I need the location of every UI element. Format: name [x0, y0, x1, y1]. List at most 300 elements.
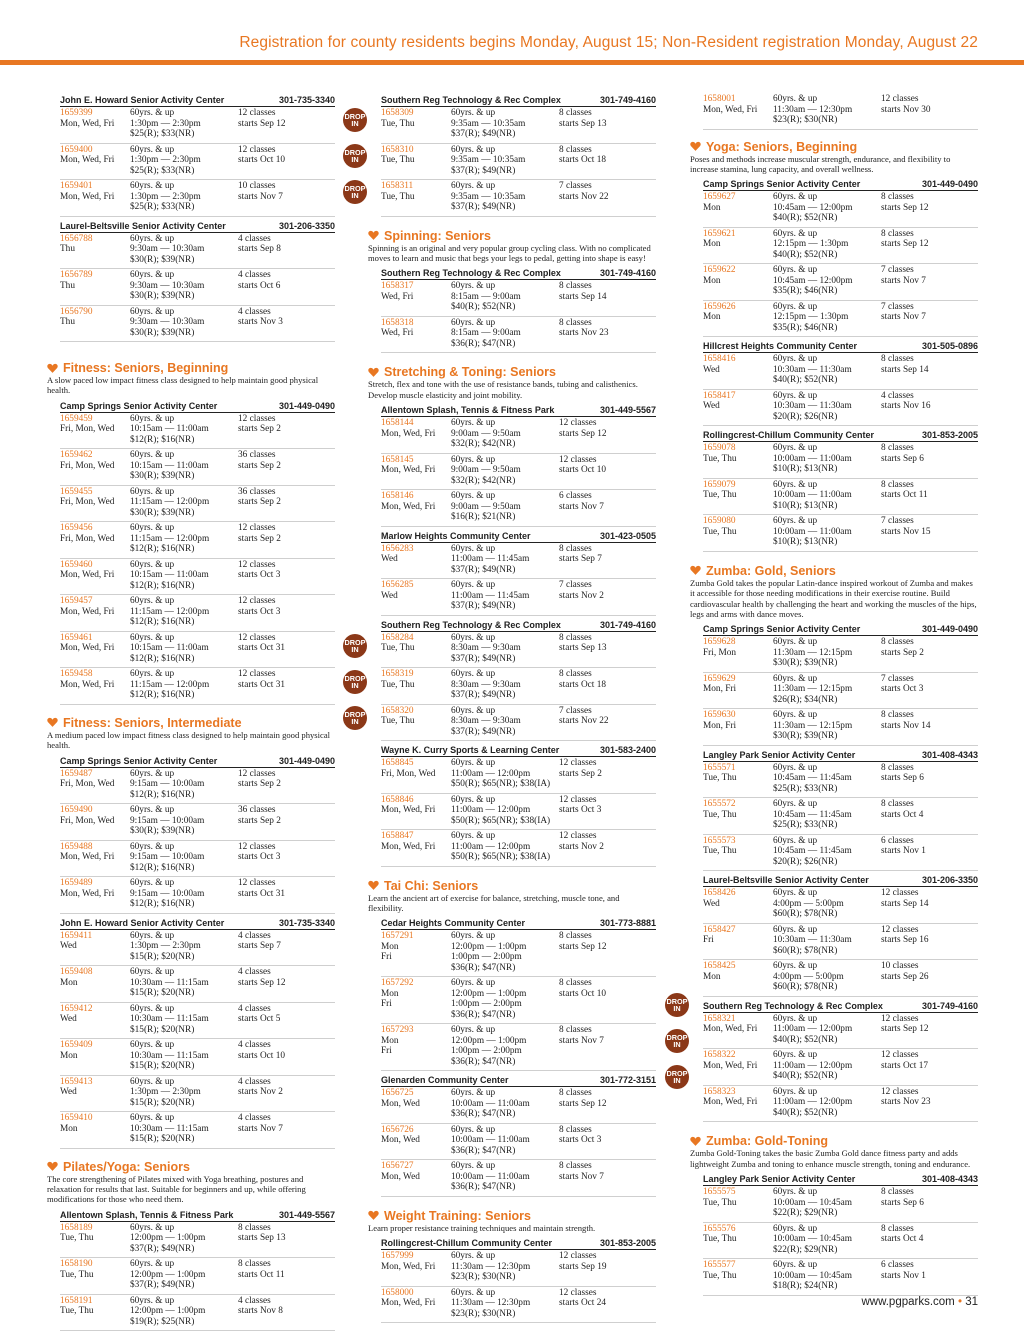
- age-range: 60yrs. & up: [451, 580, 496, 591]
- meeting-days: Tue, Thu: [703, 490, 737, 501]
- start-date: starts Sep 13: [559, 118, 607, 129]
- start-date: starts Oct 3: [881, 684, 924, 695]
- class-count: 6 classes: [881, 1260, 914, 1271]
- activity-code: 1659488: [60, 841, 93, 852]
- section-heading: [368, 1208, 656, 1233]
- meeting-days: Tue, Thu: [703, 846, 737, 857]
- class-count: 8 classes: [559, 978, 592, 989]
- class-time: 8:15am — 9:00am: [451, 328, 521, 339]
- activity-code: 1658000: [381, 1287, 414, 1298]
- section-heading: [47, 1159, 335, 1205]
- venue-phone: 301-749-4160: [599, 619, 656, 630]
- meeting-days: Fri, Mon, Wed: [60, 815, 115, 826]
- class-block: [381, 743, 656, 867]
- section-title-text: Fitness: Seniors, Beginning: [63, 361, 229, 375]
- class-count: 4 classes: [238, 270, 271, 280]
- class-time: 11:30am — 12:30pm: [451, 1298, 531, 1309]
- class-count: 12 classes: [559, 418, 597, 429]
- drop-in-badge: [665, 1029, 689, 1053]
- class-count: 8 classes: [881, 228, 914, 239]
- class-entry: [703, 442, 978, 479]
- class-time: 1:30pm — 2:30pm: [130, 1087, 201, 1098]
- class-fee: $22(R); $29(NR): [773, 1208, 838, 1219]
- start-date: starts Nov 2: [238, 1087, 283, 1098]
- activity-code: 1659487: [60, 768, 93, 779]
- venue-header: [703, 1172, 978, 1186]
- section-title-text: Zumba: Gold-Toning: [706, 1134, 828, 1149]
- meeting-days: Fri, Mon, Wed: [60, 497, 115, 508]
- class-count: 7 classes: [881, 516, 914, 527]
- activity-code: 1658189: [60, 1222, 93, 1233]
- start-date: starts Sep 2: [238, 497, 281, 508]
- class-time: 1:30pm — 2:30pm: [130, 118, 201, 129]
- class-time: 9:15am — 10:00am: [130, 888, 205, 899]
- class-time: 9:30am — 10:30am: [130, 280, 205, 291]
- website-url: www.pgparks.com: [861, 1296, 955, 1308]
- class-fee: $36(R); $47(NR): [451, 1109, 516, 1120]
- activity-code: 1659079: [703, 479, 736, 490]
- class-fee: $25(R); $33(NR): [773, 820, 838, 831]
- section-heading: [368, 878, 656, 914]
- class-entry: [60, 1295, 335, 1332]
- class-entry: [703, 353, 978, 390]
- age-range: 60yrs. & up: [773, 835, 818, 846]
- class-block: [381, 916, 656, 1071]
- class-entry: [703, 1013, 978, 1050]
- class-entry: [703, 887, 978, 924]
- class-block: [703, 622, 978, 746]
- activity-code: 1659626: [703, 301, 736, 312]
- class-time: 10:30am — 11:15am: [130, 1014, 209, 1025]
- activity-code: 1658417: [703, 390, 736, 401]
- venue-name: Wayne K. Curry Sports & Learning Center: [381, 745, 560, 756]
- class-fee: $23(R); $30(NR): [451, 1308, 516, 1319]
- page-header: [0, 0, 1024, 66]
- section-title: [368, 365, 656, 379]
- class-entry: [381, 794, 656, 831]
- start-date: starts Oct 10: [559, 988, 606, 999]
- activity-code: 1659489: [60, 878, 93, 889]
- drop-in-badge: [343, 634, 367, 658]
- meeting-days: Tue, Thu: [703, 809, 737, 820]
- age-range: 60yrs. & up: [451, 418, 496, 429]
- meeting-days: Mon, Wed, Fri: [381, 465, 436, 476]
- drop-in-line1: DROP: [344, 709, 366, 719]
- activity-code: 1659462: [60, 450, 93, 461]
- meeting-days: Mon, Wed, Fri: [703, 1060, 758, 1071]
- start-date: starts Nov 22: [559, 716, 609, 727]
- class-time: 12:00pm — 1:00pm: [130, 1269, 206, 1280]
- drop-in-line2: IN: [673, 1004, 681, 1013]
- activity-code: 1659622: [703, 265, 736, 276]
- activity-code: 1658319: [381, 669, 414, 680]
- drop-in-line2: IN: [351, 191, 359, 200]
- start-date: starts Oct 3: [559, 1135, 602, 1146]
- age-range: 60yrs. & up: [773, 710, 818, 721]
- class-count: 6 classes: [559, 491, 592, 502]
- start-date: starts Oct 24: [559, 1298, 606, 1309]
- meeting-days: Tue, Thu: [60, 1269, 94, 1280]
- class-time: 11:00am — 12:00pm: [773, 1060, 853, 1071]
- venue-phone: 301-449-0490: [278, 755, 335, 766]
- drop-in-line1: DROP: [344, 147, 366, 157]
- class-time: 10:00am — 11:00am: [451, 1135, 530, 1146]
- class-fee: $15(R); $20(NR): [130, 1024, 195, 1035]
- class-entry: [381, 668, 656, 705]
- class-block: [60, 93, 335, 217]
- activity-code: 1657999: [381, 1251, 414, 1262]
- meeting-days: Mon, Wed, Fri: [381, 841, 436, 852]
- class-fee: $18(R); $24(NR): [773, 1281, 838, 1292]
- meeting-days: Mon: [703, 312, 721, 323]
- age-range: 60yrs. & up: [130, 1259, 175, 1270]
- venue-phone: 301-749-4160: [921, 1000, 978, 1011]
- class-entry: [60, 668, 335, 705]
- age-range: 60yrs. & up: [773, 1187, 818, 1198]
- class-time: 11:30am — 12:15pm: [773, 647, 853, 658]
- activity-code: 1658145: [381, 454, 414, 465]
- start-date: starts Nov 1: [881, 1270, 926, 1281]
- class-time: 8:15am — 9:00am: [451, 291, 521, 302]
- class-block: [381, 618, 656, 742]
- activity-code: 1659456: [60, 523, 93, 534]
- drop-in-badge: [665, 1065, 689, 1089]
- section-title: [368, 879, 656, 893]
- start-date: starts Sep 12: [881, 1024, 929, 1035]
- start-date: starts Sep 13: [559, 643, 607, 654]
- class-entry: [381, 454, 656, 491]
- age-range: 60yrs. & up: [773, 762, 818, 773]
- class-fee: $37(R); $49(NR): [130, 1280, 195, 1291]
- section-title-text: Spinning: Seniors: [384, 228, 491, 243]
- section-description: Zumba Gold takes the popular Latin-dance inspired workout of Zumba and makes it accessible for those needing modifications in their exercise routine. Build cardiovascular health by challenging the heart and working the muscles of the hips, legs and arms with dance moves.: [690, 577, 977, 620]
- activity-code: 1656726: [381, 1124, 414, 1135]
- venue-header: [381, 93, 656, 107]
- age-range: 60yrs. & up: [451, 491, 496, 502]
- activity-code: 1655573: [703, 835, 736, 846]
- class-block: [703, 873, 978, 997]
- class-entry: [703, 636, 978, 673]
- class-entry: [60, 804, 335, 841]
- drop-in-line2: IN: [673, 1040, 681, 1049]
- class-time: 11:00am — 12:00pm: [451, 805, 531, 816]
- class-count: 12 classes: [238, 559, 276, 570]
- meeting-days: Tue, Thu: [60, 1306, 94, 1317]
- activity-code: 1659408: [60, 967, 93, 978]
- class-time: 10:00am — 10:45am: [773, 1234, 853, 1245]
- meeting-days: Wed, Fri: [381, 328, 414, 339]
- activity-code: 1656790: [60, 306, 93, 317]
- class-block: [60, 219, 335, 343]
- class-entry: [60, 966, 335, 1003]
- meeting-days-2: Fri: [381, 952, 392, 963]
- class-entry: [381, 317, 656, 354]
- venue-phone: 301-749-4160: [599, 95, 656, 105]
- meeting-days: Wed: [703, 364, 720, 375]
- venue-header: [381, 1073, 656, 1087]
- venue-header: [381, 266, 656, 280]
- section-title-text: Zumba: Gold, Seniors: [706, 563, 836, 578]
- activity-code: 1659459: [60, 413, 93, 424]
- start-date: starts Sep 12: [559, 1098, 607, 1109]
- class-count: 8 classes: [881, 1223, 914, 1234]
- class-count: 8 classes: [559, 1161, 592, 1172]
- class-fee: $10(R); $13(NR): [773, 500, 838, 511]
- age-range: 60yrs. & up: [773, 228, 818, 239]
- class-count: 12 classes: [238, 523, 276, 534]
- activity-code: 1658416: [703, 354, 736, 365]
- class-entry: [703, 228, 978, 265]
- class-fee: $15(R); $20(NR): [130, 1061, 195, 1072]
- section-description: A medium paced low impact fitness class designed to help maintain good physical health.: [47, 729, 331, 751]
- age-range: 60yrs. & up: [130, 1113, 175, 1124]
- class-fee: $15(R); $20(NR): [130, 951, 195, 962]
- venue-phone: 301-206-3350: [278, 220, 335, 231]
- class-time: 11:00am — 11:45am: [451, 554, 530, 565]
- class-entry: [60, 559, 335, 596]
- activity-code: 1658317: [381, 281, 414, 292]
- venue-phone: 301-735-3340: [278, 95, 335, 105]
- activity-code: 1657291: [381, 931, 414, 942]
- class-time: 1:30pm — 2:30pm: [130, 155, 201, 165]
- class-entry: [381, 1024, 656, 1071]
- meeting-days: Wed: [60, 941, 77, 952]
- age-range: 60yrs. & up: [451, 1251, 496, 1262]
- meeting-days: Mon, Wed, Fri: [381, 1261, 436, 1272]
- age-range: 60yrs. & up: [451, 705, 496, 716]
- age-range: 60yrs. & up: [451, 281, 496, 292]
- heart-icon: [47, 717, 58, 728]
- start-date: starts Nov 7: [881, 275, 926, 286]
- venue-name: Marlow Heights Community Center: [381, 530, 531, 541]
- class-fee: $30(R); $39(NR): [773, 731, 838, 742]
- class-entry: [60, 877, 335, 914]
- activity-code: 1659490: [60, 805, 93, 816]
- venue-name: Camp Springs Senior Activity Center: [703, 624, 861, 635]
- start-date: starts Oct 31: [238, 888, 285, 899]
- class-time: 8:30am — 9:30am: [451, 679, 521, 690]
- meeting-days: Mon, Wed: [381, 1171, 420, 1182]
- class-block: [381, 529, 656, 616]
- meeting-days: Mon, Wed, Fri: [60, 852, 115, 863]
- venue-header: [381, 743, 656, 757]
- venue-name: Camp Springs Senior Activity Center: [703, 179, 861, 190]
- meeting-days: Mon, Wed, Fri: [60, 191, 115, 202]
- start-date: starts Oct 5: [238, 1014, 281, 1025]
- section-title: [368, 229, 656, 243]
- age-range: 60yrs. & up: [773, 390, 818, 401]
- page-footer: [861, 1296, 978, 1308]
- activity-code: 1658284: [381, 632, 414, 643]
- section-title: [690, 140, 978, 154]
- class-count: 8 classes: [559, 144, 592, 155]
- class-time-2: 1:00pm — 2:00pm: [451, 1046, 522, 1057]
- age-range: 60yrs. & up: [773, 1223, 818, 1234]
- class-count: 8 classes: [881, 354, 914, 365]
- class-entry: [703, 835, 978, 872]
- activity-code: 1659400: [60, 144, 93, 155]
- class-count: 36 classes: [238, 805, 276, 816]
- class-time: 10:00am — 11:00am: [773, 490, 852, 501]
- class-fee: $15(R); $20(NR): [130, 988, 195, 999]
- class-fee: $37(R); $49(NR): [451, 653, 516, 664]
- age-range: 60yrs. & up: [130, 632, 175, 643]
- activity-code: 1659461: [60, 632, 93, 643]
- class-entry: [703, 709, 978, 746]
- start-date: starts Sep 7: [238, 941, 281, 952]
- heart-icon: [47, 1161, 58, 1172]
- age-range: 60yrs. & up: [130, 523, 175, 534]
- class-count: 12 classes: [559, 454, 597, 465]
- class-time: 12:15pm — 1:30pm: [773, 239, 849, 250]
- class-count: 36 classes: [238, 450, 276, 461]
- section-title: [47, 1160, 335, 1174]
- class-entry: [60, 768, 335, 805]
- meeting-days: Mon: [60, 977, 78, 988]
- meeting-days: Wed: [381, 590, 398, 601]
- class-count: 4 classes: [238, 1076, 271, 1087]
- class-time: 10:15am — 11:00am: [130, 570, 209, 581]
- meeting-days: Mon, Fri: [703, 720, 737, 731]
- venue-header: [381, 529, 656, 543]
- start-date: starts Nov 8: [238, 1306, 283, 1317]
- age-range: 60yrs. & up: [451, 931, 496, 942]
- venue-header: [703, 428, 978, 442]
- start-date: starts Oct 3: [238, 570, 281, 581]
- age-range: 60yrs. & up: [130, 450, 175, 461]
- class-count: 7 classes: [881, 301, 914, 312]
- venue-header: [381, 403, 656, 417]
- class-count: 8 classes: [559, 1124, 592, 1135]
- venue-header: [703, 177, 978, 191]
- activity-code: 1658321: [703, 1013, 736, 1024]
- venue-name: John E. Howard Senior Activity Center: [60, 95, 225, 105]
- class-entry: [381, 144, 656, 181]
- activity-code: 1659457: [60, 596, 93, 607]
- age-range: 60yrs. & up: [773, 516, 818, 527]
- heart-icon: [368, 1210, 379, 1221]
- class-fee: $12(R); $16(NR): [130, 434, 195, 445]
- class-fee: $37(R); $49(NR): [451, 165, 516, 176]
- class-block: [703, 339, 978, 426]
- meeting-days: Tue, Thu: [381, 155, 415, 165]
- class-entry: [381, 543, 656, 580]
- venue-phone: 301-206-3350: [921, 875, 978, 886]
- class-count: 8 classes: [559, 543, 592, 554]
- class-fee: $20(R); $26(NR): [773, 856, 838, 867]
- class-time: 12:00pm — 1:00pm: [130, 1306, 206, 1317]
- venue-header: [381, 618, 656, 632]
- venue-header: [60, 399, 335, 413]
- class-count: 12 classes: [238, 596, 276, 607]
- class-fee: $12(R); $16(NR): [130, 580, 195, 591]
- class-count: 12 classes: [559, 1251, 597, 1262]
- meeting-days: Tue, Thu: [381, 191, 415, 202]
- section-title-text: Stretching & Toning: Seniors: [384, 365, 556, 380]
- venue-header: [703, 999, 978, 1013]
- meeting-days: Fri, Mon, Wed: [60, 460, 115, 471]
- activity-code: 1658847: [381, 831, 414, 842]
- class-fee: $30(R); $39(NR): [130, 471, 195, 482]
- class-time: 11:15am — 12:00pm: [130, 533, 210, 544]
- drop-in-line1: DROP: [666, 1032, 688, 1042]
- start-date: starts Sep 2: [881, 647, 924, 658]
- start-date: starts Oct 3: [559, 805, 602, 816]
- class-count: 12 classes: [238, 632, 276, 643]
- section-title-text: Pilates/Yoga: Seniors: [63, 1159, 190, 1174]
- class-fee: $12(R); $16(NR): [130, 862, 195, 873]
- meeting-days: Wed: [381, 554, 398, 565]
- activity-code: 1658309: [381, 108, 414, 118]
- meeting-days: Mon, Wed, Fri: [60, 679, 115, 690]
- venue-name: Southern Reg Technology & Rec Complex: [381, 619, 561, 630]
- age-range: 60yrs. & up: [451, 1088, 496, 1099]
- activity-code: 1659455: [60, 486, 93, 497]
- age-range: 60yrs. & up: [773, 637, 818, 648]
- activity-code: 1656285: [381, 580, 414, 591]
- activity-code: 1659412: [60, 1003, 93, 1014]
- venue-phone: 301-449-0490: [921, 179, 978, 190]
- age-range: 60yrs. & up: [130, 306, 175, 317]
- venue-name: John E. Howard Senior Activity Center: [60, 917, 225, 928]
- meeting-days: Mon, Wed: [381, 1098, 420, 1109]
- class-time: 10:00am — 11:00am: [773, 453, 852, 464]
- section-heading: [690, 139, 978, 175]
- section-description: The core strengthening of Pilates mixed with Yoga breathing, postures and relaxation for results that last. Suitable for beginners and up, while offering modifications for those who need them.: [47, 1173, 306, 1205]
- class-block: [60, 399, 335, 705]
- venue-name: Rollingcrest-Chillum Community Center: [703, 430, 875, 441]
- class-fee: $40(R); $52(NR): [773, 1107, 838, 1118]
- age-range: 60yrs. & up: [451, 181, 496, 191]
- start-date: starts Oct 6: [238, 280, 281, 291]
- class-count: 4 classes: [238, 233, 271, 244]
- section-heading: [368, 228, 656, 264]
- class-entry: [381, 1250, 656, 1287]
- class-time: 11:30am — 12:30pm: [773, 104, 853, 115]
- age-range: 60yrs. & up: [773, 301, 818, 312]
- class-time: 4:00pm — 5:00pm: [773, 898, 844, 909]
- meeting-days: Mon, Wed, Fri: [60, 606, 115, 617]
- drop-in-line1: DROP: [666, 1068, 688, 1078]
- class-fee: $37(R); $49(NR): [451, 564, 516, 575]
- meeting-days: Mon: [381, 1035, 399, 1046]
- activity-code: 1658845: [381, 758, 414, 769]
- class-count: 4 classes: [238, 1040, 271, 1051]
- class-count: 12 classes: [238, 841, 276, 852]
- class-fee: $25(R); $33(NR): [130, 202, 195, 212]
- section-description: Learn the ancient art of exercise for balance, stretching, muscle tone, and flexibility.: [368, 892, 620, 914]
- age-range: 60yrs. & up: [773, 1086, 818, 1097]
- age-range: 60yrs. & up: [451, 1124, 496, 1135]
- heart-icon: [47, 363, 58, 374]
- start-date: starts Sep 6: [881, 773, 924, 784]
- class-count: 12 classes: [881, 1013, 919, 1024]
- class-fee: $19(R); $25(NR): [130, 1316, 195, 1327]
- class-count: 6 classes: [881, 835, 914, 846]
- footer-separator: •: [957, 1296, 962, 1308]
- class-count: 8 classes: [559, 317, 592, 328]
- venue-name: Laurel-Beltsville Senior Activity Center: [703, 875, 869, 886]
- class-count: 4 classes: [238, 306, 271, 317]
- class-count: 8 classes: [559, 1025, 592, 1036]
- class-fee: $40(R); $52(NR): [451, 302, 516, 313]
- activity-code: 1658144: [381, 418, 414, 429]
- class-fee: $40(R); $52(NR): [773, 213, 838, 224]
- drop-in-line1: DROP: [344, 637, 366, 647]
- section-title-text: Tai Chi: Seniors: [384, 878, 479, 893]
- start-date: starts Sep 7: [559, 554, 602, 565]
- section-heading: [47, 715, 335, 751]
